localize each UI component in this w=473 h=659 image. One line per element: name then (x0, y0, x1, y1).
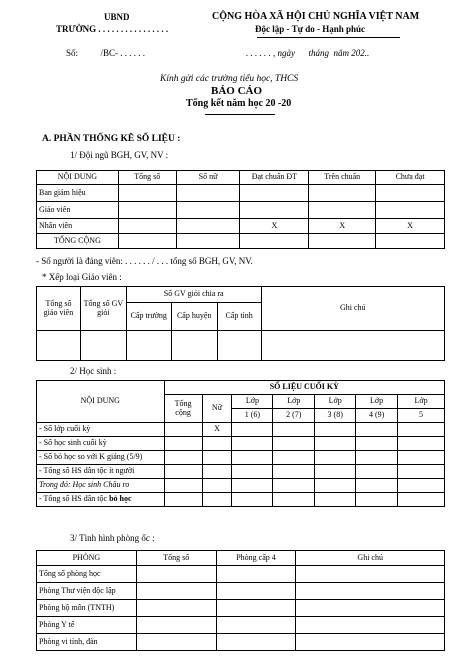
header-cell: Đạt chuẩn ĐT (240, 171, 309, 185)
row-label: TỔNG CỘNG (37, 234, 119, 249)
cell (315, 465, 356, 479)
cell (273, 465, 315, 479)
teacher-table (36, 286, 445, 361)
cell (356, 423, 398, 437)
table-row (37, 234, 445, 249)
grade-number: 2 (7) (273, 409, 315, 423)
cell (176, 219, 240, 234)
cell (176, 234, 240, 249)
cell (315, 451, 356, 465)
cell (136, 617, 216, 634)
cell (273, 479, 315, 493)
cell (164, 451, 202, 465)
header-national-title: CỘNG HÒA XÃ HỘI CHỦ NGHĨA VIỆT NAM (212, 11, 420, 22)
cell (118, 202, 176, 219)
table-row (37, 617, 445, 634)
cell (216, 566, 296, 583)
cell (202, 479, 232, 493)
cell (296, 617, 445, 634)
row-label: Phòng vi tính, đàn (37, 634, 137, 651)
sub-header: Cấp trường (126, 303, 171, 331)
row-label: Phòng Thư viện độc lập (37, 583, 137, 600)
cell (296, 634, 445, 651)
party-member-note: - Số người là đảng viên: . . . . . . / . . . tổng số BGH, GV, NV. (36, 256, 253, 266)
cell (315, 479, 356, 493)
cell (232, 423, 273, 437)
header-cell: Tổng số (118, 171, 176, 185)
cell (202, 437, 232, 451)
cell (202, 451, 232, 465)
report-date: . . . . . . , ngày tháng năm 202.. (246, 48, 370, 58)
cell (232, 493, 273, 507)
section3-heading: 3/ Tình hình phòng ốc : (70, 533, 155, 543)
report-subtitle: Tổng kết năm học 20 -20 (186, 98, 292, 109)
cell (376, 202, 445, 219)
cell (240, 185, 309, 202)
motto-underline (257, 37, 400, 38)
table-row (37, 185, 445, 202)
table-row (37, 634, 445, 651)
cell (118, 185, 176, 202)
grade-header: Lớp (315, 395, 356, 409)
header-cell: Trên chuẩn (309, 171, 376, 185)
cell (164, 437, 202, 451)
cell (80, 331, 126, 361)
cell (315, 437, 356, 451)
cell (164, 479, 202, 493)
grade-number: 5 (398, 409, 445, 423)
students-table (36, 380, 445, 507)
cell (216, 600, 296, 617)
table-row (37, 465, 445, 479)
total-header: Tổng cộng (164, 395, 202, 423)
cell (376, 234, 445, 249)
header-motto: Độc lập - Tự do - Hạnh phúc (255, 24, 366, 34)
row-label: Phòng Y tế (37, 617, 137, 634)
cell (216, 617, 296, 634)
grade-header: Lớp (273, 395, 315, 409)
cell (356, 493, 398, 507)
row-label: - Tổng số HS dân tộc ít người (37, 465, 165, 479)
cell (398, 479, 445, 493)
header-cell: NỘI DUNG (37, 171, 119, 185)
cell (273, 451, 315, 465)
cell (136, 634, 216, 651)
row-label: Giáo viên (37, 202, 119, 219)
header-cell: Tổng số (136, 551, 216, 566)
header-cell: Số nữ (176, 171, 240, 185)
grade-number: 1 (6) (232, 409, 273, 423)
table-row (37, 583, 445, 600)
cell (356, 479, 398, 493)
row-label: Nhân viên (37, 219, 119, 234)
subtitle-underline (205, 114, 275, 115)
cell (398, 493, 445, 507)
note-header: Ghi chú (261, 287, 444, 331)
cell (356, 465, 398, 479)
table-row (37, 331, 445, 361)
cell (202, 465, 232, 479)
cell (216, 583, 296, 600)
sub-header: Cấp tỉnh (217, 303, 261, 331)
cell (273, 423, 315, 437)
cell (126, 331, 171, 361)
cell (118, 219, 176, 234)
cell (398, 451, 445, 465)
report-number: Số: /BC- . . . . . . (66, 48, 146, 58)
good-teachers-group-header: Số GV giỏi chia ra (126, 287, 261, 303)
grade-header: Lớp (398, 395, 445, 409)
grade-header: Lớp (356, 395, 398, 409)
content-header: NỘI DUNG (37, 381, 165, 423)
table-row (37, 479, 445, 493)
row-label: - Số bỏ học so với K giảng (5/9) (37, 451, 165, 465)
grade-header: Lớp (232, 395, 273, 409)
cell (37, 331, 81, 361)
row-label (37, 493, 165, 507)
row-label: - Số học sinh cuối kỳ (37, 437, 165, 451)
cell (216, 634, 296, 651)
sub-header: Cấp huyện (171, 303, 217, 331)
table-row (37, 600, 445, 617)
cell (398, 465, 445, 479)
cell (296, 566, 445, 583)
grade-number: 4 (9) (356, 409, 398, 423)
table-row (37, 219, 445, 234)
report-title: BÁO CÁO (211, 85, 263, 97)
cell (398, 437, 445, 451)
row-label-emphasis: bỏ học (109, 494, 132, 504)
total-teachers-header: Tổng số giáo viên (37, 287, 81, 331)
cell (261, 331, 444, 361)
cell (315, 493, 356, 507)
cell (136, 600, 216, 617)
female-header: Nữ (202, 395, 232, 423)
cell (164, 493, 202, 507)
cell (217, 331, 261, 361)
cell (176, 202, 240, 219)
grade-number: 3 (8) (315, 409, 356, 423)
cell (376, 185, 445, 202)
cell (171, 331, 217, 361)
cell (118, 234, 176, 249)
staff-table (36, 170, 445, 249)
table-row (37, 423, 445, 437)
cell: X (309, 219, 376, 234)
cell (240, 234, 309, 249)
header-cell: Phòng cấp 4 (216, 551, 296, 566)
year-end-data-header: SỐ LIỆU CUỐI KỲ (164, 381, 444, 395)
table-row (37, 202, 445, 219)
cell: X (240, 219, 309, 234)
cell (202, 493, 232, 507)
cell (273, 437, 315, 451)
greeting: Kính gửi các trường tiểu học, THCS (160, 74, 299, 84)
cell (164, 423, 202, 437)
header-cell: PHÒNG (37, 551, 137, 566)
row-label: - Số lớp cuối kỳ (37, 423, 165, 437)
cell (136, 583, 216, 600)
rooms-table (36, 550, 445, 651)
cell (309, 202, 376, 219)
cell (273, 493, 315, 507)
cell (398, 423, 445, 437)
good-teachers-header: Tổng số GV giỏi (80, 287, 126, 331)
cell (309, 234, 376, 249)
header-truong: TRƯỜNG . . . . . . . . . . . . . . . . (56, 24, 169, 34)
cell (232, 437, 273, 451)
table-row (37, 493, 445, 507)
cell (309, 185, 376, 202)
header-cell: Ghi chú (296, 551, 445, 566)
cell: X (376, 219, 445, 234)
row-label: Tổng số phòng học (37, 566, 137, 583)
row-label-text: - Tổng số HS dân tộc (39, 494, 110, 504)
cell (356, 437, 398, 451)
section1-heading: 1/ Đội ngũ BGH, GV, NV : (70, 150, 169, 160)
row-label: Phòng bộ môn (TNTH) (37, 600, 137, 617)
header-cell: Chưa đạt (376, 171, 445, 185)
cell (232, 465, 273, 479)
cell (356, 451, 398, 465)
row-label: Ban giám hiệu (37, 185, 119, 202)
table-row (37, 566, 445, 583)
cell (240, 202, 309, 219)
cell (136, 566, 216, 583)
section-a-heading: A. PHẦN THỐNG KÊ SỐ LIỆU : (42, 134, 181, 144)
teacher-classify-heading: * Xếp loại Giáo viên : (42, 272, 122, 282)
cell (232, 479, 273, 493)
header-ubnd: UBND (104, 12, 130, 22)
row-label: Trong đó: Học sinh Chău ro (37, 479, 165, 493)
cell (232, 451, 273, 465)
table-row (37, 437, 445, 451)
cell: X (202, 423, 232, 437)
cell (176, 185, 240, 202)
cell (296, 600, 445, 617)
section2-heading: 2/ Học sinh : (70, 366, 117, 376)
table-row (37, 451, 445, 465)
cell (164, 465, 202, 479)
cell (315, 423, 356, 437)
cell (296, 583, 445, 600)
